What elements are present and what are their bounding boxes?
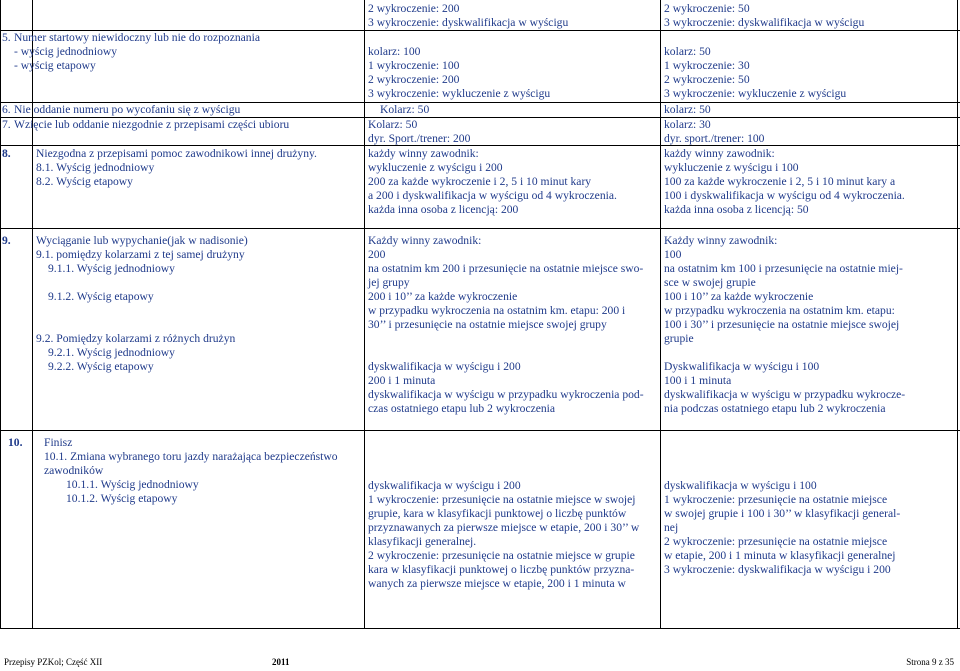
text-line: 9.2.2. Wyścig etapowy	[48, 360, 154, 373]
col-divider-4	[660, 0, 661, 628]
text-line: sce w swojej grupie	[664, 276, 756, 289]
text-line: kolarz: 30	[664, 118, 711, 131]
text-line: 3 wykroczenie: dyskwalifikacja w wyścigu	[664, 16, 865, 29]
text-line: dyskwalifikacja w wyścigu i 100	[664, 479, 817, 492]
penalty-stage-cell	[664, 2, 950, 30]
text-line: dyr. sport./trener: 100	[664, 132, 765, 145]
penalty-one-day-cell	[368, 45, 648, 101]
text-line: 9.1.1. Wyścig jednodniowy	[48, 262, 175, 275]
text-line: kolarz: 100	[368, 45, 421, 58]
rule-table-bottom	[0, 628, 960, 629]
penalty-one-day-cell	[368, 234, 648, 416]
text-line: w swojej grupie i 100 i 30’’ w klasyfikacji general-	[664, 507, 901, 520]
col-divider-2	[32, 0, 33, 628]
text-line: dyskwalifikacja w wyścigu w przypadku wykroczenia pod-	[368, 388, 644, 401]
text-line: wanych za pierwsze miejsce w etapie, 200 i 1 minuta w	[368, 577, 626, 590]
text-line: na ostatnim km 100 i przesunięcie na ostatnie miej-	[664, 262, 903, 275]
rule-row9-bottom	[0, 430, 960, 431]
text-line: a 200 i dyskwalifikacja w wyścigu od 4 wykroczenia.	[368, 189, 617, 202]
text-line: 100 i 30’’ i przesunięcie na ostatnie miejsce swojej	[664, 318, 900, 331]
text-line: 9.1. pomiędzy kolarzami z tej samej drużyny	[36, 248, 245, 261]
row-number: 6.	[2, 103, 11, 116]
text-line: 1 wykroczenie: przesunięcie na ostatnie miejsce w swojej	[368, 493, 636, 506]
penalty-stage-cell	[664, 234, 950, 416]
col-divider-3	[364, 0, 365, 628]
penalty-stage-cell: kolarz: 50	[664, 103, 711, 116]
text-line: dyskwalifikacja w wyścigu i 200	[368, 479, 521, 492]
offence-cell	[14, 31, 332, 73]
offence-cell	[44, 436, 362, 506]
text-line: wykluczenie z wyścigu i 200	[368, 161, 503, 174]
text-line: Dyskwalifikacja w wyścigu i 100	[664, 360, 820, 373]
text-line: 9.1.2. Wyścig etapowy	[48, 290, 154, 303]
text-line: - wyścig etapowy	[14, 59, 96, 72]
text-line: w etapie, 200 i 1 minuta w klasyfikacji generalnej	[664, 549, 896, 562]
penalty-one-day-cell	[368, 2, 648, 30]
offence-cell	[36, 147, 354, 189]
text-line: kara w klasyfikacji punktowej o liczbę punktów przyzna-	[368, 563, 635, 576]
text-line: kolarz: 50	[664, 45, 711, 58]
text-line: 100 i dyskwalifikacja w wyścigu od 4 wykroczenia.	[664, 189, 905, 202]
text-line: 200 i 10’’ za każde wykroczenie	[368, 290, 518, 303]
row-number: 7.	[2, 118, 11, 131]
text-line: w przypadku wykroczenia na ostatnim km. etapu:	[664, 304, 895, 317]
text-line: 3 wykroczenie: wykluczenie z wyścigu	[664, 87, 847, 100]
col-divider-5	[957, 0, 958, 628]
text-line: 200 i 1 minuta	[368, 374, 436, 387]
row-number: 9.	[2, 234, 11, 247]
text-line: dyr. Sport./trener: 200	[368, 132, 471, 145]
text-line: 3 wykroczenie: dyskwalifikacja w wyścigu	[368, 16, 569, 29]
text-line: dyskwalifikacja w wyścigu w przypadku wykrocze-	[664, 388, 906, 401]
text-line: 200 za każde wykroczenie i 2, 5 i 10 minut kary	[368, 175, 592, 188]
penalty-one-day-cell	[368, 118, 648, 146]
row-number: 8.	[2, 147, 11, 160]
text-line: - wyścig jednodniowy	[14, 45, 118, 58]
text-line: dyskwalifikacja w wyścigu i 200	[368, 360, 521, 373]
text-line: 2 wykroczenie: 50	[664, 73, 750, 86]
text-line	[36, 276, 354, 290]
text-line: 200	[368, 248, 386, 261]
text-line: 3 wykroczenie: wykluczenie z wyścigu	[368, 87, 551, 100]
text-line: Każdy winny zawodnik:	[368, 234, 482, 247]
text-line: w przypadku wykroczenia na ostatnim km. etapu: 200 i	[368, 304, 626, 317]
text-line: 10.1.1. Wyścig jednodniowy	[66, 478, 199, 491]
text-line: przyznawanych za pierwsze miejsce w etapie, 200 i 30’’ w	[368, 521, 640, 534]
text-line: Finisz	[44, 436, 73, 449]
penalty-stage-cell	[664, 479, 950, 577]
penalty-stage-cell	[664, 45, 950, 101]
penalty-one-day-cell	[368, 479, 648, 591]
penalty-stage-cell	[664, 118, 950, 146]
penalty-one-day-cell: Kolarz: 50	[380, 103, 430, 116]
text-line: na ostatnim km 200 i przesunięcie na ostatnie miejsce swo-	[368, 262, 644, 275]
footer-year: 2011	[272, 657, 290, 667]
text-line: 100	[664, 248, 682, 261]
text-line	[36, 318, 354, 332]
col-divider-1	[0, 0, 1, 628]
text-line: 1 wykroczenie: 30	[664, 59, 750, 72]
text-line: grupie	[664, 332, 694, 345]
footer-document-title: Przepisy PZKol; Część XII	[4, 657, 103, 667]
text-line: 3 wykroczenie: dyskwalifikacja w wyścigu i 200	[664, 563, 891, 576]
text-line: nej	[664, 521, 679, 534]
text-line: 9.2. Pomiędzy kolarzami z różnych drużyn	[36, 332, 236, 345]
text-line: 100 i 10’’ za każde wykroczenie	[664, 290, 814, 303]
text-line: 10.1.2. Wyścig etapowy	[66, 492, 178, 505]
text-line: 8.2. Wyścig etapowy	[36, 175, 133, 188]
text-line: 2 wykroczenie: przesunięcie na ostatnie miejsce	[664, 535, 888, 548]
text-line: 2 wykroczenie: 200	[368, 2, 460, 15]
text-line: 9.2.1. Wyścig jednodniowy	[48, 346, 175, 359]
text-line: 2 wykroczenie: przesunięcie na ostatnie miejsce w grupie	[368, 549, 635, 562]
text-line: 1 wykroczenie: 100	[368, 59, 460, 72]
text-line: jej grupy	[368, 276, 410, 289]
penalty-stage-cell	[664, 147, 950, 217]
text-line: 100 i 1 minuta	[664, 374, 732, 387]
text-line: 30’’ i przesunięcie na ostatnie miejsce swojej grupy	[368, 318, 607, 331]
footer-page-number: Strona 9 z 35	[906, 657, 954, 667]
text-line: każdy winny zawodnik:	[368, 147, 479, 160]
penalty-one-day-cell	[368, 147, 648, 217]
text-line: wykluczenie z wyścigu i 100	[664, 161, 799, 174]
page-footer	[0, 657, 960, 669]
text-line	[36, 304, 354, 318]
text-line: Numer startowy niewidoczny lub nie do rozpoznania	[14, 31, 260, 44]
offence-cell: Wzięcie lub oddanie niezgodnie z przepisami części ubioru	[14, 118, 290, 131]
text-line: klasyfikacji generalnej.	[368, 535, 477, 548]
text-line: 10.1. Zmiana wybranego toru jazdy narażająca bezpieczeństwo	[44, 450, 338, 463]
offence-cell: Nie oddanie numeru po wycofaniu się z wyścigu	[14, 103, 241, 116]
text-line: grupie, kara w klasyfikacji punktowej o liczbę punktów	[368, 507, 627, 520]
offence-cell	[36, 234, 354, 374]
text-line: każda inna osoba z licencją: 200	[368, 203, 519, 216]
rule-row8-bottom	[0, 228, 960, 229]
text-line: zawodników	[44, 464, 104, 477]
text-line: Wyciąganie lub wypychanie(jak w nadisonie)	[36, 234, 248, 247]
text-line: Kolarz: 50	[368, 118, 418, 131]
text-line: Każdy winny zawodnik:	[664, 234, 778, 247]
text-line: 100 za każde wykroczenie i 2, 5 i 10 minut kary a	[664, 175, 896, 188]
text-line: 1 wykroczenie: przesunięcie na ostatnie miejsce	[664, 493, 888, 506]
text-line: nia podczas ostatniego etapu lub 2 wykroczenia	[664, 402, 886, 415]
text-line: 2 wykroczenie: 50	[664, 2, 750, 15]
text-line: każdy winny zawodnik:	[664, 147, 775, 160]
text-line: czas ostatniego etapu lub 2 wykroczenia	[368, 402, 556, 415]
row-number: 10.	[8, 436, 23, 449]
text-line: Niezgodna z przepisami pomoc zawodnikowi innej drużyny.	[36, 147, 317, 160]
text-line: 2 wykroczenie: 200	[368, 73, 460, 86]
text-line: każda inna osoba z licencją: 50	[664, 203, 809, 216]
text-line	[368, 332, 648, 346]
text-line: 8.1. Wyścig jednodniowy	[36, 161, 155, 174]
row-number: 5.	[2, 31, 11, 44]
